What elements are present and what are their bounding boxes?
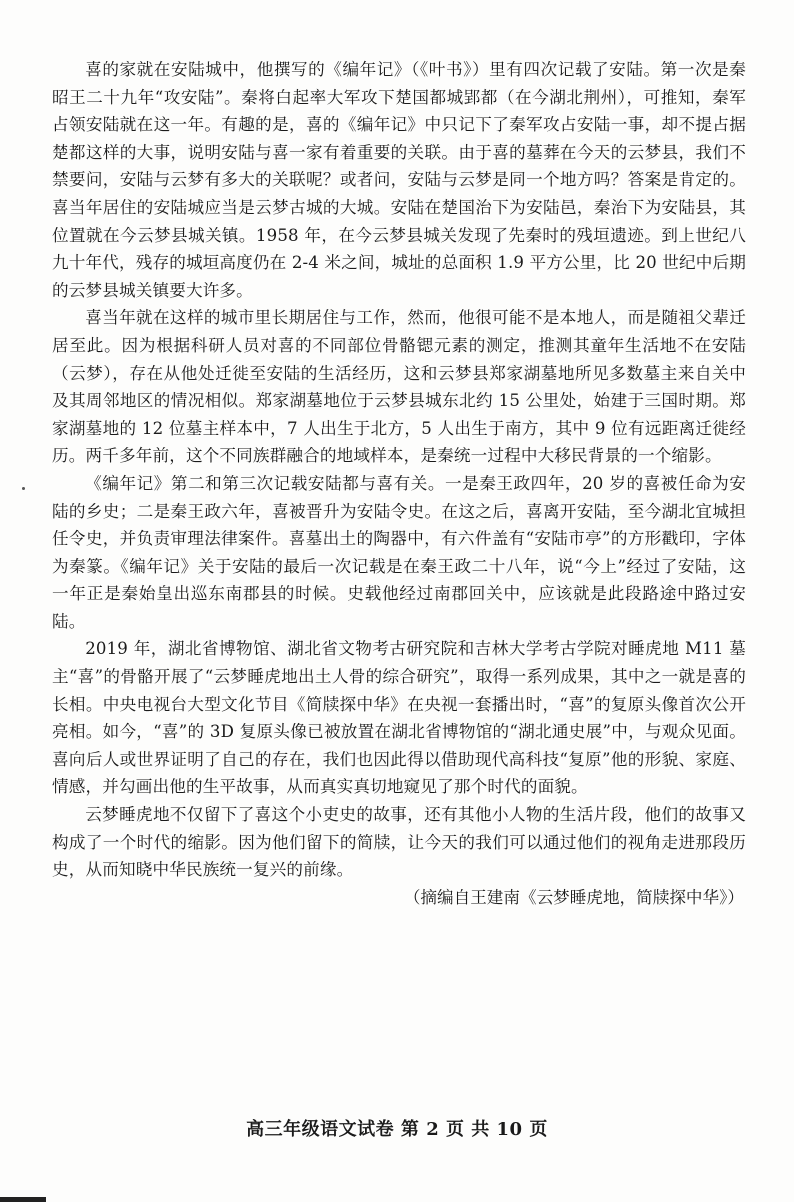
paragraph-4: 2019 年，湖北省博物馆、湖北省文物考古研究院和吉林大学考古学院对睡虎地 M11 墓主“喜”的骨骼开展了“云梦睡虎地出土人骨的综合研究”，取得一系列成果，其中之一就是喜的长相。中央电视台大型文化节目《简牍探中华》在央视一套播出时，“喜”的复原头像首次公开亮相。如今，“喜”的 3D 复原头像已被放置在湖北省博物馆的“湖北通史展”中，与观众见面。喜向后人或世界证明了自己的存在，我们也因此得以借助现代高科技“复原”他的形貌、家庭、情感，并勾画出他的生平故事，从而真实真切地窥见了那个时代的面貌。: [52, 639, 746, 797]
paragraph-2: 喜当年就在这样的城市里长期居住与工作，然而，他很可能不是本地人，而是随祖父辈迁居至此。因为根据科研人员对喜的不同部位骨骼锶元素的测定，推测其童年生活地不在安陆（云梦），存在从他处迁徙至安陆的生活经历，这和云梦县郑家湖墓地所见多数墓主来自关中及其周邻地区的情况相似。郑家湖墓地位于云梦县城东北约 15 公里处，始建于三国时期。郑家湖墓地的 12 位墓主样本中，7 人出生于北方，5 人出生于南方，其中 9 位有远距离迁徙经历。两千多年前，这个不同族群融合的地域样本，是秦统一过程中大移民背景的一个缩影。: [52, 308, 746, 466]
source-attribution: （摘编自王建南《云梦睡虎地，简牍探中华》）: [403, 887, 744, 907]
page-footer: 高三年级语文试卷 第 2 页 共 10 页: [246, 1119, 548, 1140]
paragraph-1: 喜的家就在安陆城中，他撰写的《编年记》（《叶书》）里有四次记载了安陆。第一次是秦昭王二十九年“攻安陆”。秦将白起率大军攻下楚国都城郢都（在今湖北荆州），可推知，秦军占领安陆就在这一年。有趣的是，喜的《编年记》中只记下了秦军攻占安陆一事，却不提占据楚都这样的大事，说明安陆与喜一家有着重要的关联。由于喜的墓葬在今天的云梦县，我们不禁要问，安陆与云梦有多大的关联呢？或者问，安陆与云梦是同一个地方吗？答案是肯定的。喜当年居住的安陆城应当是云梦古城的大城。安陆在楚国治下为安陆邑，秦治下为安陆县，其位置就在今云梦县城关镇。1958 年，在今云梦县城关发现了先秦时的残垣遗迹。到上世纪八九十年代，残存的城垣高度仍在 2-4 米之间，城址的总面积 1.9 平方公里，比 20 世纪中后期的云梦县城关镇要大许多。: [52, 60, 747, 300]
article-body: [52, 56, 746, 911]
corner-scan-mark: [0, 1197, 46, 1202]
paragraph-5: 云梦睡虎地不仅留下了喜这个小吏史的故事，还有其他小人物的生活片段，他们的故事又构成了一个时代的缩影。因为他们留下的简牍，让今天的我们可以通过他们的视角走进那段历史，从而知晓中华民族统一复兴的前缘。: [52, 805, 746, 880]
paragraph-3: 《编年记》第二和第三次记载安陆都与喜有关。一是秦王政四年，20 岁的喜被任命为安陆的乡史；二是秦王政六年，喜被晋升为安陆令史。在这之后，喜离开安陆，至今湖北宜城担任令史，并负责审理法律案件。喜墓出土的陶器中，有六件盖有“安陆市亭”的方形戳印，字体为秦篆。《编年记》关于安陆的最后一次记载是在秦王政二十八年，说“今上”经过了安陆，这一年正是秦始皇出巡东南郡县的时候。史载他经过南郡回关中，应该就是此段路途中路过安陆。: [52, 473, 746, 631]
margin-dot-mark: [22, 487, 25, 490]
